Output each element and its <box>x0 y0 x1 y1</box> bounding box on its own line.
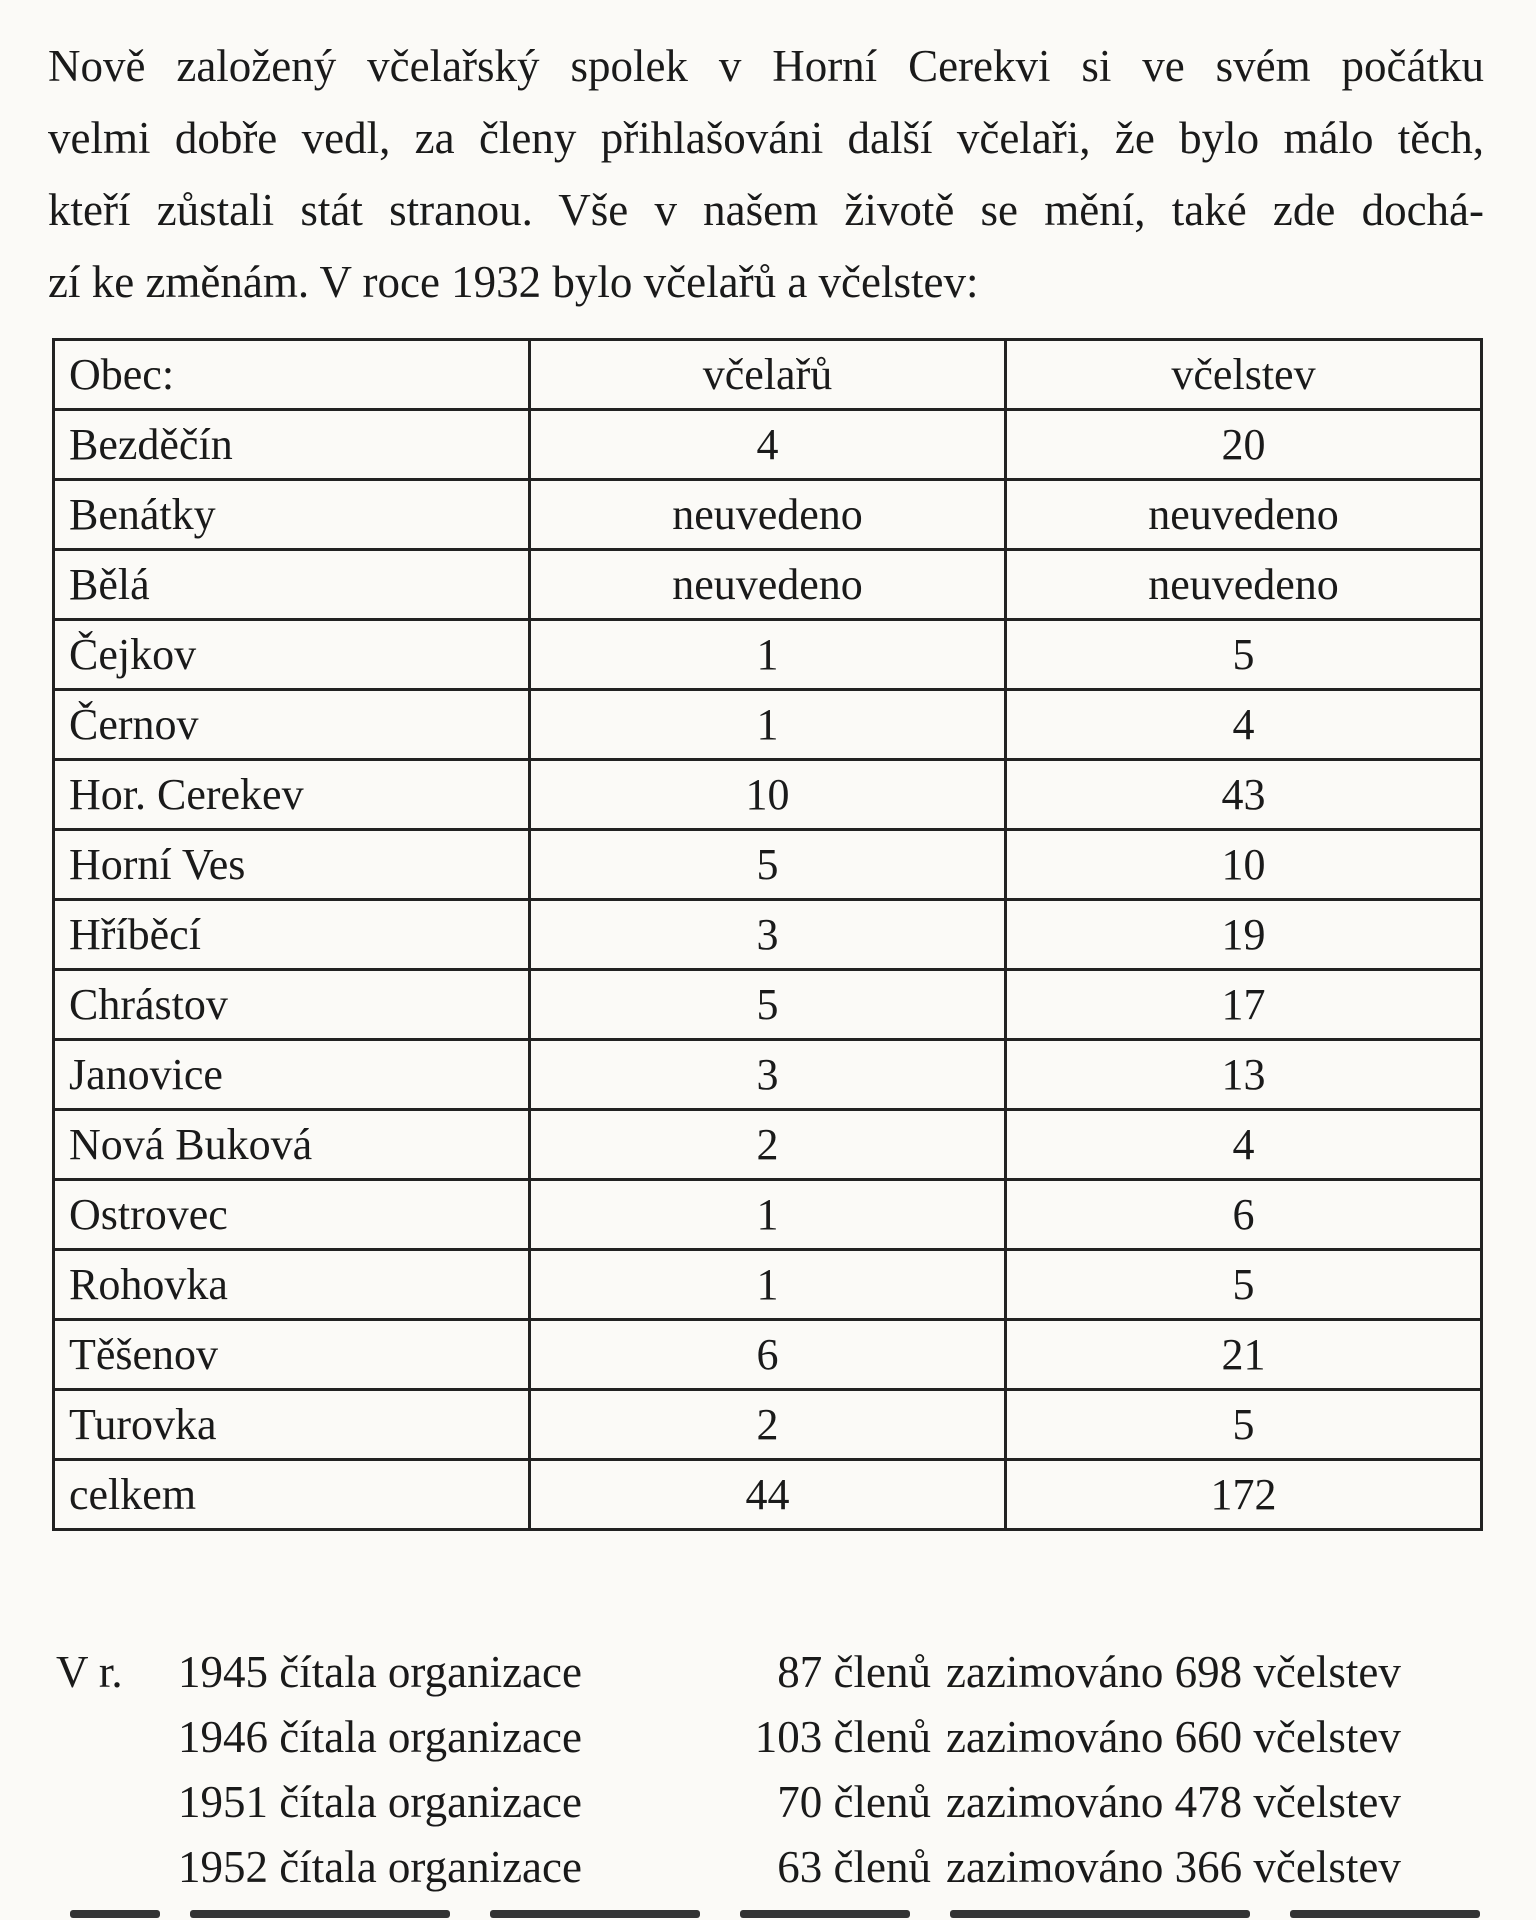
header-cell-village: Obec: <box>54 340 530 410</box>
colonies-cell: 4 <box>1006 1110 1482 1180</box>
village-cell: Těšenov <box>54 1320 530 1390</box>
yearly-year: 1946 čítala organizace <box>178 1712 582 1762</box>
table-row <box>54 900 1482 970</box>
beekeepers-cell: 1 <box>530 1180 1006 1250</box>
village-cell: Bělá <box>54 550 530 620</box>
colonies-cell: 19 <box>1006 900 1482 970</box>
table-row <box>54 410 1482 480</box>
table-row <box>54 760 1482 830</box>
beekeepers-cell: 3 <box>530 1040 1006 1110</box>
beekeepers-cell: 5 <box>530 970 1006 1040</box>
yearly-year: 1952 čítala organizace <box>178 1842 582 1892</box>
colonies-cell: 21 <box>1006 1320 1482 1390</box>
intro-paragraph <box>48 30 1484 318</box>
table-row <box>54 830 1482 900</box>
table-row <box>54 690 1482 760</box>
intro-line: Nově založený včelařský spolek v Horní Cerekvi si ve svém počátku <box>48 41 1484 91</box>
yearly-year: 1945 čítala organizace <box>178 1647 582 1697</box>
intro-line: kteří zůstali stát stranou. Vše v našem životě se mění, také zde dochá- <box>48 185 1484 235</box>
colonies-cell: 5 <box>1006 1250 1482 1320</box>
table-row <box>54 1390 1482 1460</box>
village-cell: Hor. Cerekev <box>54 760 530 830</box>
table-row <box>54 1180 1482 1250</box>
intro-line: velmi dobře vedl, za členy přihlašováni další včelaři, že bylo málo těch, <box>48 113 1484 163</box>
beekeepers-cell: 1 <box>530 1250 1006 1320</box>
yearly-members: 87 členů <box>777 1647 931 1697</box>
beekeepers-table <box>52 338 1483 1531</box>
table-row <box>54 1320 1482 1390</box>
table-row <box>54 1460 1482 1530</box>
village-cell: Horní Ves <box>54 830 530 900</box>
table-row <box>54 970 1482 1040</box>
table-row <box>54 1110 1482 1180</box>
beekeepers-cell: 5 <box>530 830 1006 900</box>
colonies-cell: 6 <box>1006 1180 1482 1250</box>
colonies-cell: neuvedeno <box>1006 550 1482 620</box>
beekeepers-cell: 1 <box>530 690 1006 760</box>
colonies-cell: 17 <box>1006 970 1482 1040</box>
village-cell: Janovice <box>54 1040 530 1110</box>
village-cell: Ostrovec <box>54 1180 530 1250</box>
village-cell: Rohovka <box>54 1250 530 1320</box>
yearly-members: 63 členů <box>777 1842 931 1892</box>
beekeepers-cell: 4 <box>530 410 1006 480</box>
village-cell: Turovka <box>54 1390 530 1460</box>
header-cell-beekeepers: včelařů <box>530 340 1006 410</box>
yearly-row <box>56 1770 1486 1835</box>
colonies-cell: 43 <box>1006 760 1482 830</box>
beekeepers-cell: 6 <box>530 1320 1006 1390</box>
village-cell: Nová Buková <box>54 1110 530 1180</box>
beekeepers-cell: 44 <box>530 1460 1006 1530</box>
intro-line: zí ke změnám. V roce 1932 bylo včelařů a včelstev: <box>48 257 979 307</box>
yearly-prefix: V r. <box>56 1647 123 1697</box>
table-row <box>54 550 1482 620</box>
beekeepers-cell: 10 <box>530 760 1006 830</box>
table-row <box>54 1250 1482 1320</box>
yearly-row <box>56 1705 1486 1770</box>
table-row <box>54 1040 1482 1110</box>
yearly-year: 1951 čítala organizace <box>178 1777 582 1827</box>
table-row <box>54 480 1482 550</box>
yearly-summary <box>56 1640 1486 1900</box>
header-cell-colonies: včelstev <box>1006 340 1482 410</box>
colonies-cell: 4 <box>1006 690 1482 760</box>
beekeepers-cell: neuvedeno <box>530 480 1006 550</box>
yearly-colonies: zazimováno 698 včelstev <box>946 1647 1401 1697</box>
table-header-row <box>54 340 1482 410</box>
yearly-colonies: zazimováno 478 včelstev <box>946 1777 1401 1827</box>
beekeepers-cell: 2 <box>530 1390 1006 1460</box>
beekeepers-table-body <box>54 340 1482 1530</box>
yearly-members: 103 členů <box>754 1712 931 1762</box>
village-cell: Hříběcí <box>54 900 530 970</box>
village-cell: Čejkov <box>54 620 530 690</box>
yearly-members: 70 členů <box>777 1777 931 1827</box>
beekeepers-cell: 1 <box>530 620 1006 690</box>
yearly-colonies: zazimováno 660 včelstev <box>946 1712 1401 1762</box>
village-cell: Benátky <box>54 480 530 550</box>
table-row <box>54 620 1482 690</box>
village-cell: Černov <box>54 690 530 760</box>
colonies-cell: 10 <box>1006 830 1482 900</box>
village-cell: Chrástov <box>54 970 530 1040</box>
colonies-cell: 13 <box>1006 1040 1482 1110</box>
yearly-row <box>56 1835 1486 1900</box>
village-cell: Bezděčín <box>54 410 530 480</box>
beekeepers-cell: 3 <box>530 900 1006 970</box>
beekeepers-cell: neuvedeno <box>530 550 1006 620</box>
colonies-cell: 5 <box>1006 620 1482 690</box>
colonies-cell: 20 <box>1006 410 1482 480</box>
colonies-cell: neuvedeno <box>1006 480 1482 550</box>
village-cell: celkem <box>54 1460 530 1530</box>
colonies-cell: 172 <box>1006 1460 1482 1530</box>
yearly-row <box>56 1640 1486 1705</box>
colonies-cell: 5 <box>1006 1390 1482 1460</box>
beekeepers-cell: 2 <box>530 1110 1006 1180</box>
cut-off-next-line <box>0 1904 1536 1920</box>
yearly-colonies: zazimováno 366 včelstev <box>946 1842 1401 1892</box>
